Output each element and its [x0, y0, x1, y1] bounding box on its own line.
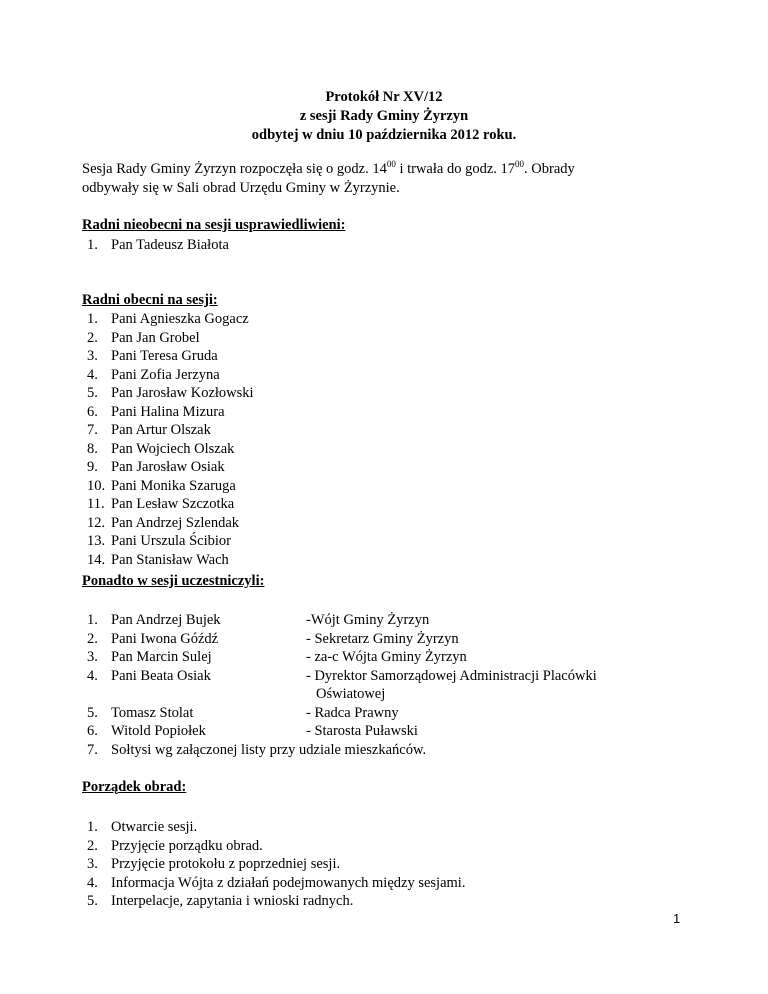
absent-item: Pan Tadeusz Białota	[111, 237, 229, 253]
present-item-number: 4.	[87, 366, 98, 383]
present-item-number: 11.	[87, 496, 105, 512]
participant-number: 5.	[87, 704, 98, 721]
participant-role: - za-c Wójta Gminy Żyrzyn	[306, 649, 467, 665]
participant-name: Sołtysi wg załączonej listy przy udziale mieszkańców.	[111, 741, 427, 758]
present-item: Pani Agnieszka Gogacz	[111, 311, 249, 327]
present-item-number: 7.	[87, 422, 98, 438]
present-item-number: 2.	[87, 329, 98, 346]
agenda-item: Otwarcie sesji.	[111, 819, 198, 835]
agenda-item-number: 3.	[87, 856, 98, 872]
present-item-number: 8.	[87, 440, 98, 457]
present-item: Pan Jarosław Kozłowski	[111, 385, 254, 401]
absent-heading: Radni nieobecni na sesji usprawiedliwieni:	[82, 217, 346, 233]
participant-number: 7.	[87, 741, 98, 758]
participant-number: 4.	[87, 667, 98, 684]
participant-name: Pani Iwona Góźdź	[111, 630, 219, 647]
participant-role: -Wójt Gminy Żyrzyn	[306, 612, 430, 628]
absent-item-number: 1.	[87, 237, 98, 253]
present-item: Pan Artur Olszak	[111, 422, 211, 438]
participants-heading: Ponadto w sesji uczestniczyli:	[82, 573, 265, 589]
present-item-number: 5.	[87, 385, 98, 401]
participant-name: Pani Beata Osiak	[111, 667, 211, 684]
present-item: Pani Zofia Jerzyna	[111, 366, 220, 383]
agenda-item: Przyjęcie porządku obrad.	[111, 837, 263, 854]
participant-number: 1.	[87, 612, 98, 628]
present-item: Pan Wojciech Olszak	[111, 440, 235, 457]
intro-paragraph-line1: Sesja Rady Gminy Żyrzyn rozpoczęła się o godz. $14^{00}$ i trwała do godz. $17^{00}$. Obrady	[82, 159, 575, 177]
present-item: Pan Jan Grobel	[111, 329, 200, 346]
participant-role: - Sekretarz Gminy Żyrzyn	[306, 630, 459, 647]
present-item: Pan Stanisław Wach	[111, 551, 229, 568]
present-item: Pani Monika Szaruga	[111, 477, 236, 494]
agenda-item-number: 5.	[87, 893, 98, 909]
agenda-item-number: 2.	[87, 837, 98, 854]
present-item: Pan Andrzej Szlendak	[111, 514, 240, 531]
present-item-number: 12.	[87, 514, 106, 531]
agenda-item-number: 1.	[87, 819, 98, 835]
present-heading: Radni obecni na sesji:	[82, 292, 218, 308]
participant-role: - Radca Prawny	[306, 704, 399, 721]
present-item-number: 13.	[87, 533, 106, 549]
participant-number: 6.	[87, 723, 98, 739]
participant-name: Tomasz Stolat	[111, 704, 194, 721]
protocol-subtitle: z sesji Rady Gminy Żyrzyn	[299, 108, 469, 124]
agenda-item: Informacja Wójta z działań podejmowanych między sesjami.	[111, 874, 466, 891]
page-number: 1	[673, 911, 681, 926]
present-item-number: 14.	[87, 551, 106, 568]
participant-number: 2.	[87, 630, 98, 647]
protocol-title: Protokół Nr XV/12	[325, 89, 443, 105]
present-item-number: 6.	[87, 403, 98, 420]
participant-role: - Starosta Puławski	[306, 723, 418, 739]
present-item: Pani Teresa Gruda	[111, 348, 218, 364]
participant-role: - Dyrektor Samorządowej Administracji Placówki	[306, 667, 597, 684]
participant-name: Pan Andrzej Bujek	[111, 612, 221, 628]
agenda-heading: Porządek obrad:	[82, 779, 187, 795]
intro-paragraph-line2: odbywały się w Sali obrad Urzędu Gminy w Żyrzynie.	[82, 180, 400, 196]
participant-name: Witold Popiołek	[111, 723, 206, 739]
present-item: Pani Halina Mizura	[111, 403, 225, 420]
present-item-number: 3.	[87, 348, 98, 364]
participant-name: Pan Marcin Sulej	[111, 649, 212, 665]
protocol-date: odbytej w dniu 10 października 2012 roku.	[251, 127, 517, 143]
agenda-item-number: 4.	[87, 874, 98, 891]
agenda-item: Interpelacje, zapytania i wnioski radnych.	[111, 893, 354, 909]
present-item-number: 10.	[87, 477, 106, 494]
participant-number: 3.	[87, 649, 98, 665]
present-item: Pani Urszula Ścibior	[111, 533, 232, 549]
present-item: Pan Jarosław Osiak	[111, 459, 225, 475]
participant-role-continuation: Oświatowej	[316, 686, 386, 702]
present-item: Pan Lesław Szczotka	[111, 496, 235, 512]
agenda-item: Przyjęcie protokołu z poprzedniej sesji.	[111, 856, 341, 872]
present-item-number: 9.	[87, 459, 98, 475]
present-item-number: 1.	[87, 311, 98, 327]
